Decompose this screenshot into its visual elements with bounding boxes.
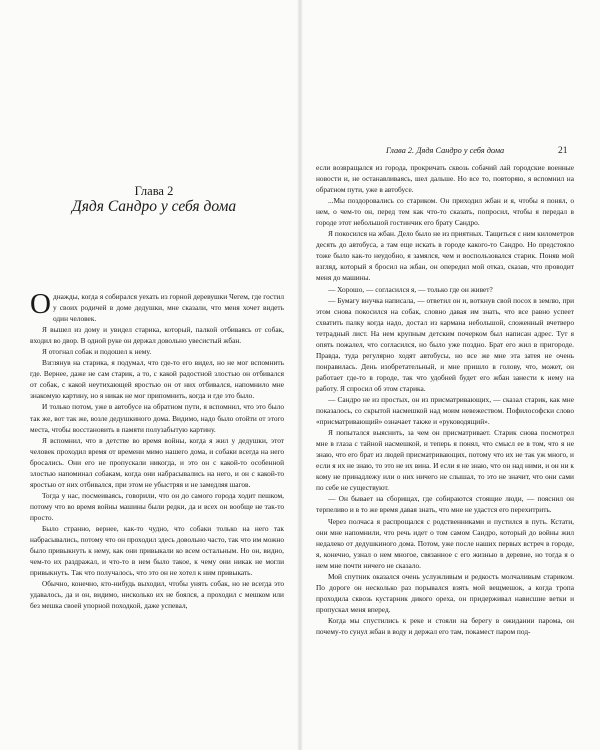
paragraph: Обычно, конечно, кто-нибудь выходил, чтобы унять собак, но не всегда это удавалось, да и он, видимо, нисколько их не боялся, а проходил с мешком или без мешка своей упорной походкой, даже успевал,	[30, 579, 284, 611]
paragraph: Мой спутник оказался очень услужливым и редкость молчаливым стариком. По дороге он несколько раз порывался взять мой вещмешок, а когда тропа проходила сквозь кустарник дикого ореха, он придерживал нависшие ветки и пропускал меня вперед.	[316, 571, 574, 614]
dialogue-line: — Бумагу внучка написала, — ответил он и, воткнув свой посох в землю, при этом снова покосился на собак, словно давая им знать, что все равно успеет схватить палку когда надо, достал из кармана небольшой, сложенный вчетверо тетрадный лист. На нем крупным детским почерком был написан адрес. Тут я опять пожалел, что согласился, но было уже поздно. Брат его жил в пригороде. Правда, туда регулярно ходят автобусы, но все же мне эта затея не очень понравилась. День изобретательный, и мне пришло в голову, что, может, он работает где-то в городе, так что удобней будет его жбан занести к нему на работу. Я спросил об этом старика.	[316, 295, 574, 393]
left-text-column	[30, 288, 284, 611]
paragraph: Я отогнал собак и подошел к нему.	[42, 347, 152, 357]
paragraph: Взглянув на старика, я подумал, что где-то его видел, но не мог вспомнить где. Вернее, даже не сам старик, а то, с какой радостной злостью он отбивался от собак, с какой неутихающей яростью он от них отбивался, напомнило мне знакомую картину, но я никак не мог припомнить, когда и где это было.	[30, 358, 284, 401]
paragraph: Я покосился на жбан. Дело было не из приятных. Тащиться с ним километров десять до автобуса, а там еще искать в городе какого-то Сандро. Но предстояло тоже было как-то неудобно, я замялся, чем и воспользовался старик. Поняв мой взгляд, который я бросил на жбан, он опередил мой отказ, сказав, что проводит меня до машины.	[316, 229, 574, 283]
paragraph: И только потом, уже в автобусе на обратном пути, я вспомнил, что это было так же, вот так же, возле дедушкиного дома. Видимо, надо было отойти от этого места, чтобы восстановить в памяти полузабытую картину.	[30, 402, 284, 434]
chapter-label: Глава 2	[134, 184, 174, 198]
paragraph: Я вышел из дому и увидел старика, который, палкой отбиваясь от собак, входил во двор. В одной руке он держал довольно увесистый жбан.	[30, 325, 284, 346]
paragraph: Тогда у нас, посмеиваясь, говорили, что он до самого города ходит пешком, потому что во время войны машины были редки, да и всех он вообще не так-то просто.	[30, 490, 284, 522]
paragraph: если возвращался из города, прокричать сквозь собачий лай городские военные новости и, не останавливаясь, шел дальше. Но все то, повторяю, я вспомнил на обратном пути, уже в автобусе.	[316, 163, 574, 195]
running-head: Глава 2. Дядя Сандро у себя дома	[386, 146, 505, 155]
paragraph: Через полчаса я распрощался с родственниками и пустился в путь. Кстати, они мне напомнили, что речь идет о том самом Сандро, который до войны жил недалеко от дедушкиного дома. Потом, уже после наших первых встреч в городе, я, конечно, узнал о нем многое, связанное с его жизнью в деревне, но тогда я о нем мне почти ничего не сказало.	[316, 516, 574, 570]
paragraph: Я вспомнил, что в детстве во время войны, когда я жил у дедушки, этот человек проходил время от времени мимо нашего дома, и собаки всегда на него бросались. Они его не пропускали никогда, и это он с какой-то особенной злостью напоминал собакам, когда они набрасывались на него, и он с какой-то яростью от них отбивался, при этом не убыстряя и не замедляя шагов.	[30, 435, 284, 489]
paragraph: Когда мы спустились к реке и стояли на берегу в ожидании парома, он почему-то сунул жбан в воду и держал его там, покамест паром под-	[316, 615, 574, 636]
dialogue-line: — Он бывает на сборищах, где собираются стоящие люди, — пояснил он терпеливо и в то же время давая знать, что мне не удастся его перехитрить.	[316, 494, 574, 515]
drop-cap: О	[30, 288, 51, 320]
dialogue-line: — Сандро не из простых, он из присматривающих, — сказал старик, как мне показалось, со скрытой насмешкой над моим невежеством. Пофилософски слово «присматривающий» означает также и «руководящий».	[316, 394, 574, 427]
paragraph: ...Мы поздоровались со стариком. Он приходил жбан и я, чтобы я понял, о нем, о чем-то он, перед тем как что-то сказать, попросил, чтобы я передал в городе этот небольшой гостинчик его брату Сандро.	[316, 196, 574, 228]
paragraph: Было странно, вернее, как-то чудно, что собаки только на него так набрасывались, потому что он проходил здесь довольно часто, так что им можно было привыкнуть к нему, как они привыкали ко всем остальным. Но он, видно, чем-то их раздражал, и что-то в нем было такое, к чему они никак не могли привыкнуть. Так что получалось, что это он не хотел к ним привыкать.	[30, 523, 284, 578]
right-text-column	[316, 162, 574, 637]
paragraph: Я попытался выяснить, за чем он присматривает. Старик снова посмотрел мне в глаза с тайной насмешкой, и теперь я понял, что смысл ее в том, что я не знаю, что его брат из людей присматривающих, потому что их не так уж много, и если я их не знаю, то это не их вина. И если я не знаю, что он над ними, и он ни к кому не принадлежу или о них ничего не слышал, то это не значит, что они сами по себе не существуют.	[316, 428, 574, 493]
paragraph: Однажды, когда я собирался уехать из горной деревушки Чегем, где гостил у своих родичей в доме дедушки, мне сказали, что меня хочет видеть один человек.	[30, 288, 284, 324]
page-number: 21	[558, 146, 568, 156]
dialogue-line: — Хорошо, — согласился я, — только где он живет?	[328, 284, 493, 294]
chapter-title: Дядя Сандро у себя дома	[71, 198, 237, 215]
